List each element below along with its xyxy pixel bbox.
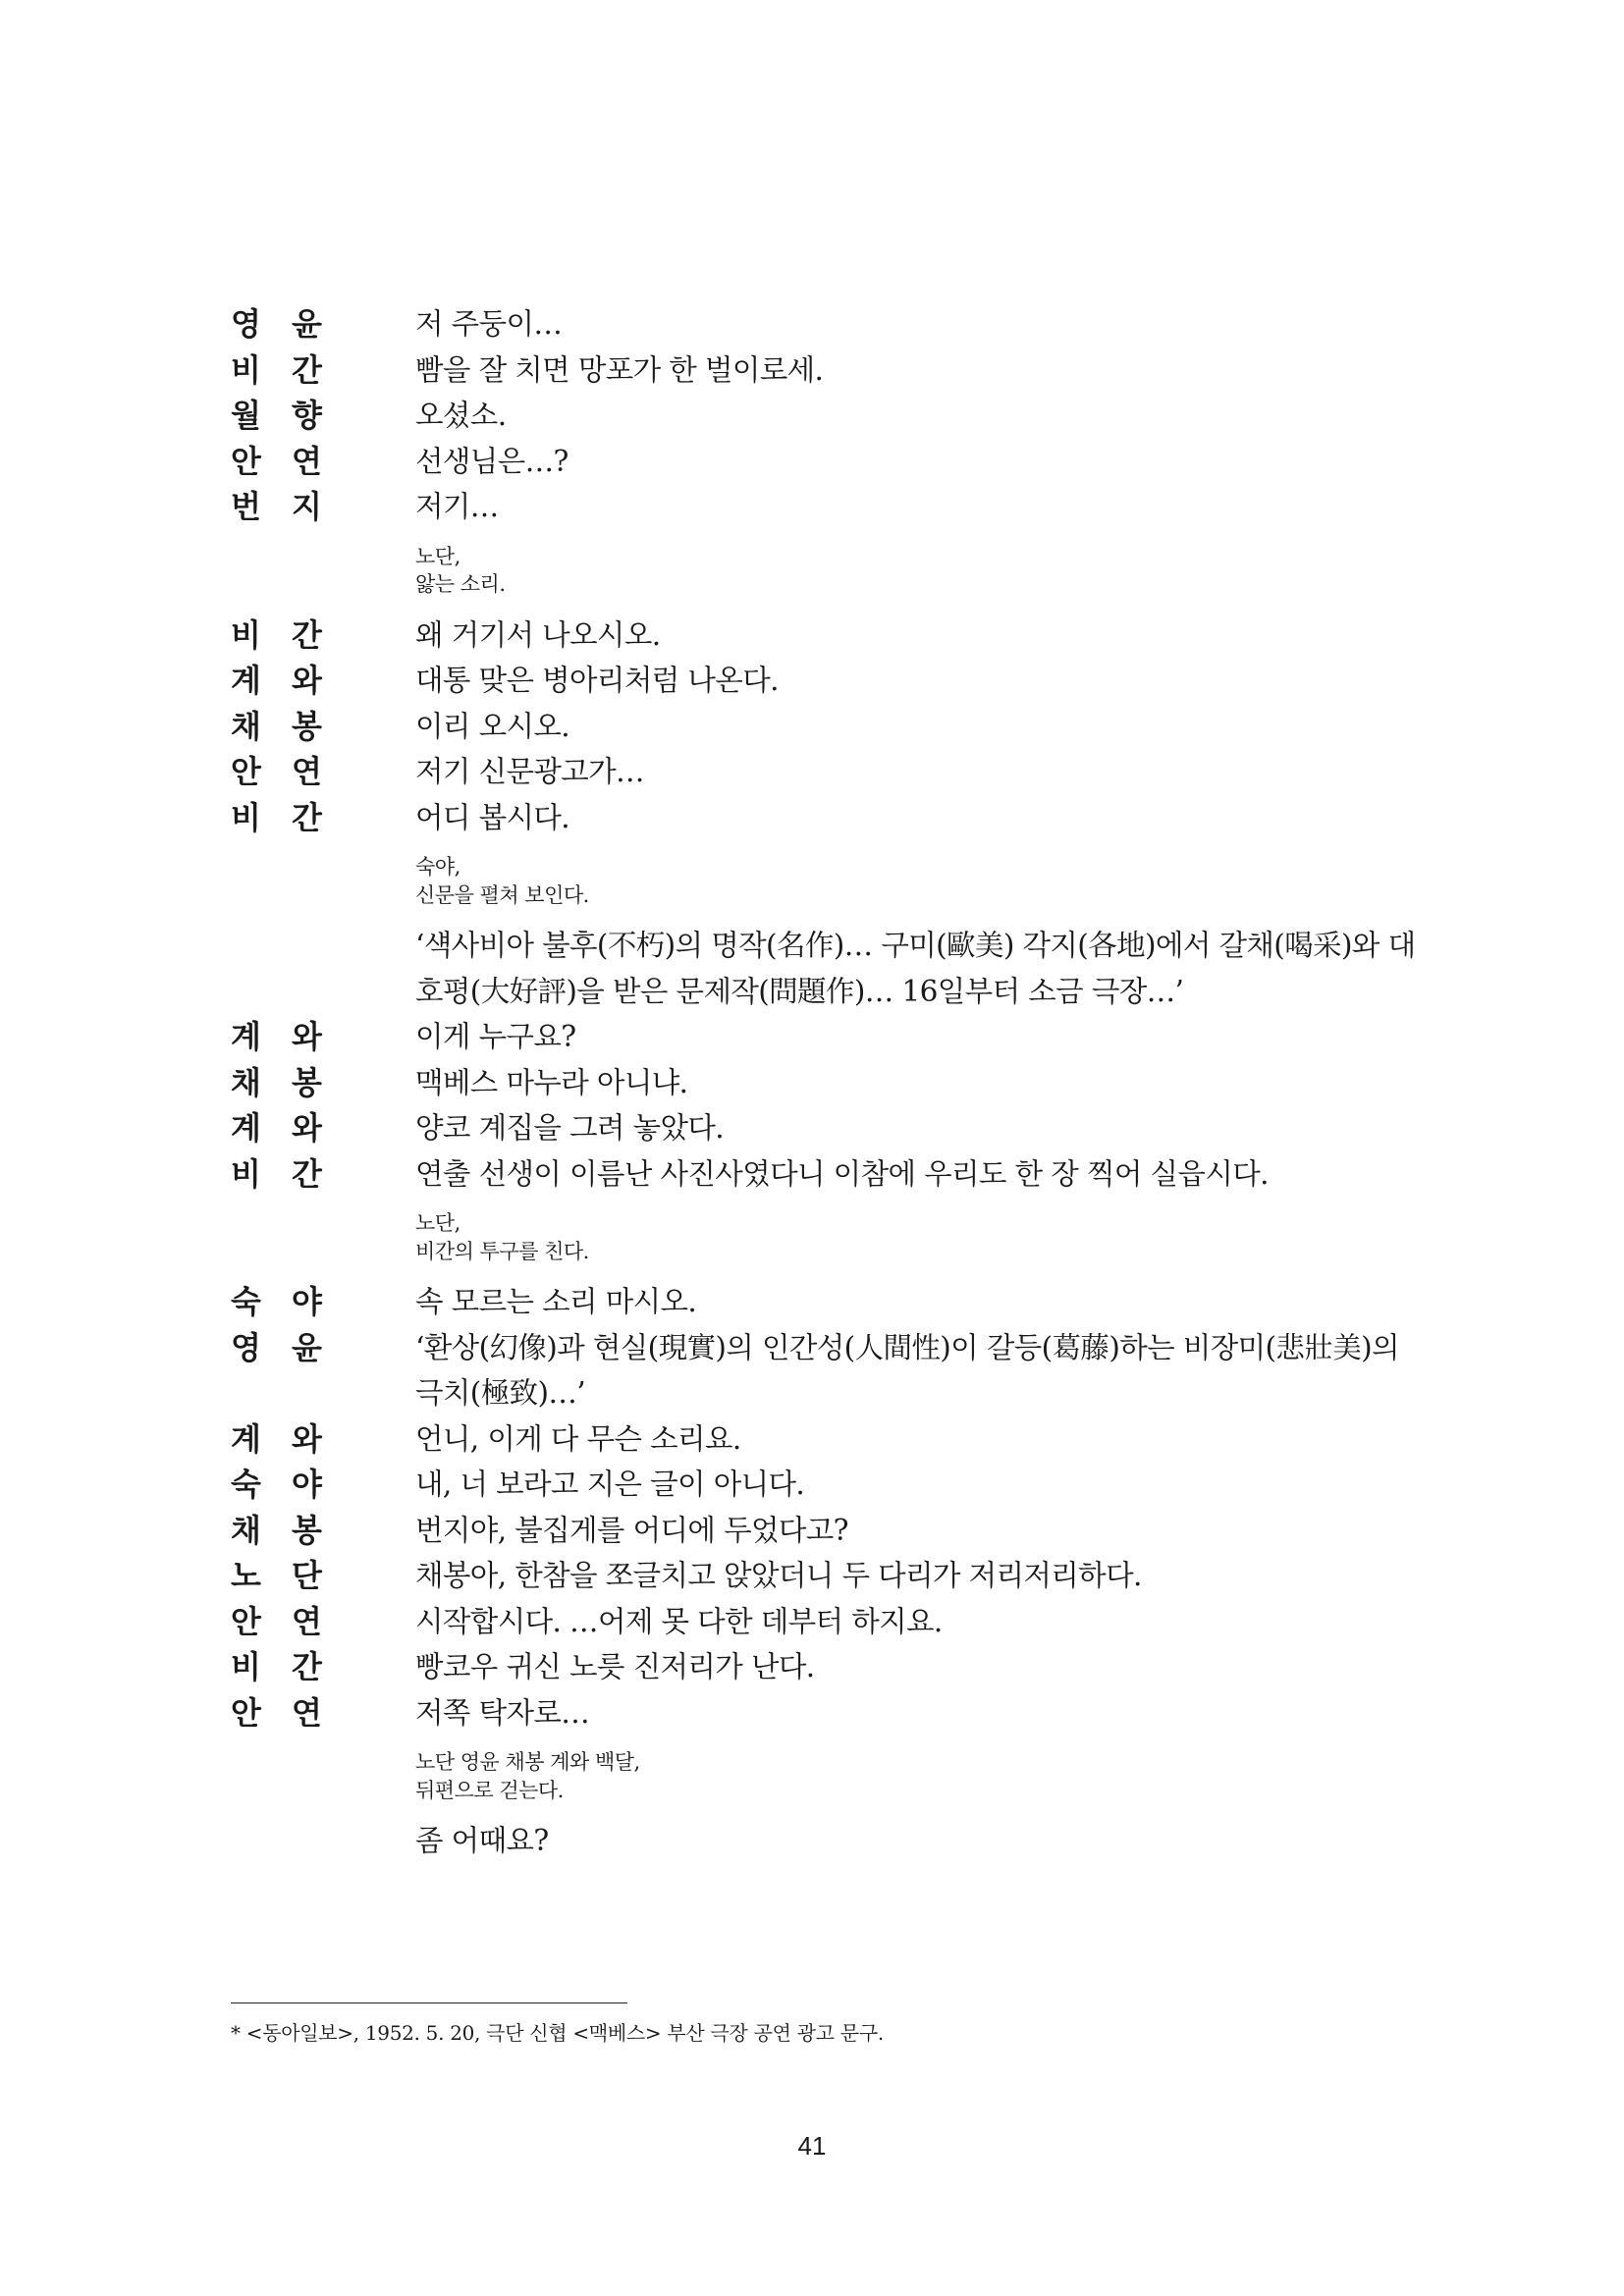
speaker-char: 숙 [231,1466,261,1503]
speaker-char: 간 [292,1154,322,1193]
dialogue-line [231,1014,1409,1060]
continuation-line: ‘섁사비아 불후(不朽)의 명작(名作)… 구미(歐美) 각지(各地)에서 갈채(喝采)와 대 [415,929,1416,962]
stage-direction [415,840,1409,923]
script-body [231,301,1416,1864]
speaker-char: 간 [292,1648,322,1685]
stage-direction-line: 신문을 펼쳐 보인다. [415,882,589,907]
speaker-char: 영 [231,1328,261,1366]
speaker-char: 윤 [292,1328,322,1366]
dialogue-text: 왜 거기서 나오시오. [415,617,661,652]
dialogue-line [231,749,1409,795]
speaker-char: 간 [292,798,322,836]
speaker-name [231,1416,415,1462]
speaker-char: 채 [231,1063,261,1101]
speaker-name [231,1060,415,1105]
dialogue-line [231,1599,1409,1645]
dialogue-line [231,484,1409,530]
stage-direction-line: 앓는 소리. [415,572,506,596]
speaker-name [231,1644,415,1689]
dialogue-text: 저기… [415,490,499,523]
speaker-char: 와 [292,1419,322,1458]
speaker-name [231,347,415,393]
speaker-char: 봉 [292,707,322,745]
speaker-char: 연 [292,753,322,790]
speaker-name [231,1690,415,1735]
speaker-char: 봉 [292,1511,322,1549]
speaker-char: 야 [292,1466,322,1503]
speaker-char: 숙 [231,1283,261,1320]
speaker-char: 안 [231,753,261,790]
speaker-char: 채 [231,1511,261,1549]
speaker-char: 안 [231,442,261,480]
speaker-name [231,1599,415,1644]
dialogue-line [231,613,1409,659]
stage-direction-line: 노단, [415,544,460,568]
dialogue-text: 어디 봅시다. [415,800,570,834]
speaker-char: 비 [231,350,261,389]
stage-direction [415,1197,1409,1279]
dialogue-line [231,439,1409,485]
speaker-char: 단 [292,1557,322,1594]
speaker-name [231,658,415,703]
dialogue-text: 저 주둥이… [415,307,563,341]
dialogue-line [231,1279,1409,1325]
speaker-name [231,484,415,529]
speaker-char: 간 [292,350,322,389]
dialogue-text: 속 모르는 소리 마시오. [415,1285,697,1318]
speaker-char: 계 [231,1419,261,1458]
speaker-name [231,613,415,658]
page-number: 41 [797,2131,827,2161]
stage-direction-line: 비간의 투구를 친다. [415,1239,589,1263]
dialogue-text: 빰을 잘 치면 망포가 한 벌이로세. [415,352,824,387]
dialogue-text: 번지야, 불집게를 어디에 두었다고? [415,1513,848,1547]
speaker-char: 비 [231,798,261,836]
dialogue-continuation [415,923,1416,1014]
stage-direction-line: 숙야, [415,855,460,879]
speaker-char: 노 [231,1557,261,1594]
speaker-name [231,439,415,484]
speaker-char: 계 [231,662,261,699]
speaker-char: 연 [292,442,322,480]
speaker-char: 채 [231,707,261,745]
dialogue-text: 양코 계집을 그려 놓았다. [415,1111,725,1145]
dialogue-text: 내, 너 보라고 지은 글이 아니다. [415,1468,805,1501]
dialogue-text: 저쪽 탁자로… [415,1695,590,1730]
speaker-char: 비 [231,1154,261,1193]
dialogue-line [231,1416,1409,1463]
stage-direction [415,1735,1409,1818]
dialogue-text: 빵코우 귀신 노릇 진저리가 난다. [415,1650,815,1683]
dialogue-line [231,301,1409,347]
stage-direction-line: 노단, [415,1211,460,1235]
dialogue-text: 선생님은…? [415,444,568,478]
dialogue-line [231,795,1409,841]
dialogue-continuation [415,1818,1409,1864]
speaker-char: 와 [292,662,322,699]
dialogue-text: 이리 오시오. [415,709,570,743]
speaker-name [231,795,415,840]
speaker-char: 와 [292,1109,322,1147]
dialogue-line [231,1325,1409,1371]
speaker-char: 간 [292,615,322,654]
speaker-char: 번 [231,488,261,525]
dialogue-text: 맥베스 마누라 아니냐. [415,1065,688,1099]
dialogue-text: 이게 누구요? [415,1020,576,1053]
speaker-name [231,393,415,438]
speaker-char: 계 [231,1109,261,1147]
continuation-line: 좀 어때요? [415,1824,549,1857]
speaker-char: 윤 [292,305,322,343]
speaker-char: 계 [231,1018,261,1055]
speaker-char: 향 [292,397,322,434]
dialogue-line [231,1508,1409,1554]
stage-direction-line: 뒤편으로 걷는다. [415,1778,564,1802]
continuation-line: 호평(大好評)을 받은 문제작(問題作)… 16일부터 소금 극장…’ [415,974,1184,1008]
footnote-rule [231,2002,627,2003]
speaker-name [231,1151,415,1197]
speaker-name [231,1553,415,1598]
dialogue-line [231,1644,1409,1690]
speaker-name [231,704,415,749]
speaker-char: 월 [231,397,261,434]
dialogue-line [231,704,1409,750]
speaker-char: 비 [231,1648,261,1685]
speaker-char: 안 [231,1693,261,1732]
speaker-name [231,301,415,347]
speaker-name [231,1014,415,1059]
dialogue-line [231,1553,1409,1599]
dialogue-line [231,393,1409,439]
dialogue-line [231,347,1409,394]
speaker-char: 안 [231,1602,261,1640]
speaker-char: 봉 [292,1063,322,1101]
footnote: * <동아일보>, 1952. 5. 20, 극단 신협 <맥베스> 부산 극장 공연 광고 문구. [231,2021,884,2045]
speaker-name [231,1279,415,1324]
dialogue-line [231,1060,1409,1106]
dialogue-text: 대통 맞은 병아리처럼 나온다. [415,664,779,697]
dialogue-text: 연출 선생이 이름난 사진사였다니 이참에 우리도 한 장 찍어 실읍시다. [415,1156,1269,1191]
dialogue-text: 시작합시다. …어제 못 다한 데부터 하지요. [415,1604,943,1638]
dialogue-line [231,1690,1409,1736]
dialogue-continuation [415,1370,1409,1416]
dialogue-text: 채봉아, 한참을 쪼글치고 앉았더니 두 다리가 저리저리하다. [415,1559,1142,1592]
continuation-line: 극치(極致)…’ [415,1376,586,1410]
speaker-name [231,1508,415,1553]
speaker-name [231,749,415,794]
speaker-name [231,1325,415,1370]
dialogue-text: 오셨소. [415,399,507,432]
speaker-char: 비 [231,615,261,654]
speaker-name [231,1462,415,1507]
dialogue-line [231,1462,1409,1508]
speaker-char: 와 [292,1018,322,1055]
dialogue-line [231,1105,1409,1151]
speaker-char: 영 [231,305,261,343]
speaker-char: 야 [292,1283,322,1320]
dialogue-line [231,1151,1409,1198]
stage-direction-line: 노단 영윤 채봉 계와 백달, [415,1750,640,1774]
dialogue-text: ‘환상(幻像)과 현실(現實)의 인간성(人間性)이 갈등(葛藤)하는 비장미(悲壯美)의 [415,1330,1399,1364]
dialogue-text: 언니, 이게 다 무슨 소리요. [415,1421,741,1456]
dialogue-text: 저기 신문광고가… [415,755,644,788]
dialogue-line [231,658,1409,704]
speaker-char: 연 [292,1602,322,1640]
speaker-char: 지 [292,488,322,525]
speaker-name [231,1105,415,1150]
stage-direction [415,530,1409,613]
speaker-char: 연 [292,1693,322,1732]
